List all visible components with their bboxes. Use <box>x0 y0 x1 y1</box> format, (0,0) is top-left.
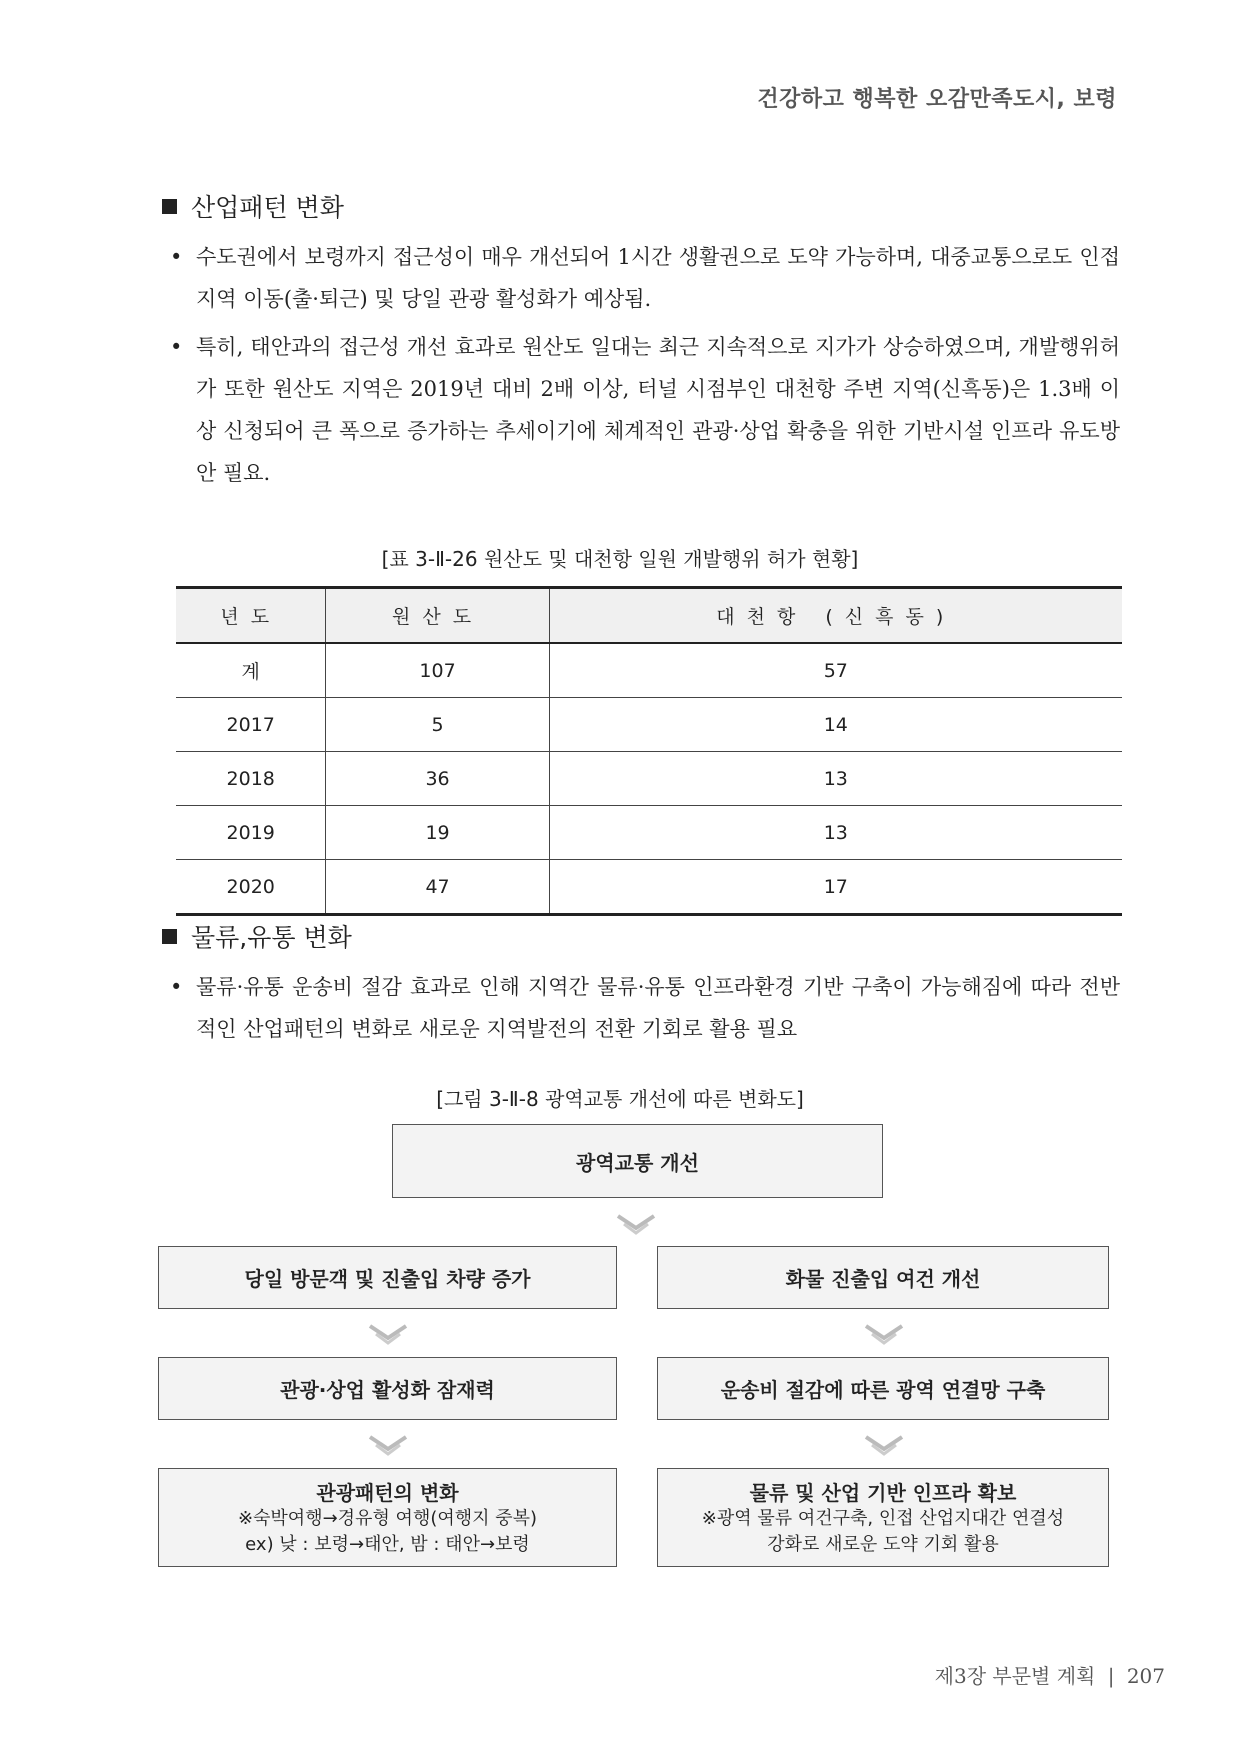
table-cell: 13 <box>549 752 1122 806</box>
chevron-down-icon <box>614 1212 658 1238</box>
flow-box-tourism-potential <box>158 1357 617 1420</box>
table-cell: 2019 <box>176 806 326 860</box>
table-cell: 19 <box>326 806 549 860</box>
section-title: 산업패턴 변화 <box>191 193 344 222</box>
figure-caption: [그림 3-Ⅱ-8 광역교통 개선에 따른 변화도] <box>436 1087 804 1111</box>
table-header-row <box>176 588 1122 644</box>
flow-box-detail: ※광역 물류 여건구축, 인접 산업지대간 연결성 <box>701 1508 1065 1529</box>
flow-box-detail: ※숙박여행→경유형 여행(여행지 중복) <box>237 1508 538 1529</box>
section-heading-industry <box>162 188 344 224</box>
table-caption: [표 3-Ⅱ-26 원산도 및 대천항 일원 개발행위 허가 현황] <box>381 547 859 571</box>
bullet-dot-icon: • <box>170 245 183 269</box>
table-cell: 5 <box>326 698 549 752</box>
flow-box-label: 광역교통 개선 <box>576 1150 699 1175</box>
table-cell: 13 <box>549 806 1122 860</box>
table-cell: 57 <box>549 643 1122 698</box>
table-cell: 2020 <box>176 860 326 915</box>
section-title: 물류,유통 변화 <box>191 923 352 952</box>
page-footer <box>935 1660 1165 1689</box>
chevron-down-icon <box>862 1322 906 1348</box>
table-cell: 2017 <box>176 698 326 752</box>
bullet-dot-icon: • <box>170 975 183 999</box>
table-row <box>176 698 1122 752</box>
bullet-item <box>170 966 1120 1050</box>
flow-box-label: 관광·상업 활성화 잠재력 <box>280 1378 495 1402</box>
header-wonsando: 원산도 <box>326 588 549 644</box>
flow-box-label: 물류 및 산업 기반 인프라 확보 <box>749 1481 1017 1505</box>
footer-separator: | <box>1107 1664 1115 1688</box>
table-cell: 36 <box>326 752 549 806</box>
flow-box-detail: ex) 낮 : 보령→태안, 밤 : 태안→보령 <box>245 1534 530 1555</box>
table-cell: 107 <box>326 643 549 698</box>
bullet-text: 물류·유통 운송비 절감 효과로 인해 지역간 물류·유통 인프라환경 기반 구축이 가능해짐에 따라 전반적인 산업패턴의 변화로 새로운 지역발전의 전환 기회로 활용 필요 <box>196 975 1120 1041</box>
flow-box-infrastructure <box>657 1468 1109 1567</box>
table-row <box>176 752 1122 806</box>
section-heading-logistics <box>162 918 352 954</box>
bullet-text: 특히, 태안과의 접근성 개선 효과로 원산도 일대는 최근 지속적으로 지가가 상승하였으며, 개발행위허가 또한 원산도 지역은 2019년 대비 2배 이상, 터널 시점부인 대천항 주변 지역(신흑동)은 1.3배 이상 신청되어 큰 폭으로 증가하는 추세이기에 체계적인 관광·상업 확충을 위한 기반시설 인프라 유도방안 필요. <box>196 335 1121 485</box>
flow-box-tourism-pattern <box>158 1468 617 1567</box>
bullet-text: 수도권에서 보령까지 접근성이 매우 개선되어 1시간 생활권으로 도약 가능하며, 대중교통으로도 인접지역 이동(출·퇴근) 및 당일 관광 활성화가 예상됨. <box>196 245 1120 311</box>
table-row <box>176 806 1122 860</box>
flow-box-label: 당일 방문객 및 진출입 차량 증가 <box>244 1267 531 1291</box>
chevron-down-icon <box>366 1433 410 1459</box>
flow-box-label: 관광패턴의 변화 <box>316 1481 459 1505</box>
bullet-dot-icon: • <box>170 335 183 359</box>
header-daecheonhang: 대천항 (신흑동) <box>549 588 1122 644</box>
square-bullet-icon <box>162 929 177 944</box>
flow-box-network-build <box>657 1357 1109 1420</box>
permit-table <box>176 586 1122 916</box>
chevron-down-icon <box>862 1433 906 1459</box>
table-cell: 계 <box>176 643 326 698</box>
square-bullet-icon <box>162 199 177 214</box>
bullet-item <box>170 236 1120 320</box>
flow-box-visitors-increase <box>158 1246 617 1309</box>
page-number: 207 <box>1126 1664 1165 1688</box>
header-year: 년도 <box>176 588 326 644</box>
flow-box-label: 운송비 절감에 따른 광역 연결망 구축 <box>720 1378 1046 1402</box>
flow-box-freight-improvement <box>657 1246 1109 1309</box>
table-cell: 47 <box>326 860 549 915</box>
flow-box-detail: 강화로 새로운 도약 기회 활용 <box>767 1534 999 1555</box>
footer-chapter: 제3장 부문별 계획 <box>934 1664 1096 1688</box>
table-cell: 17 <box>549 860 1122 915</box>
table-cell: 2018 <box>176 752 326 806</box>
flow-box-label: 화물 진출입 여건 개선 <box>785 1267 981 1291</box>
bullet-item <box>170 326 1120 494</box>
page-header-title: 건강하고 행복한 오감만족도시, 보령 <box>757 87 1117 112</box>
chevron-down-icon <box>366 1322 410 1348</box>
flow-box-transport-improvement <box>392 1124 883 1198</box>
table-cell: 14 <box>549 698 1122 752</box>
table-row <box>176 643 1122 698</box>
table-row <box>176 860 1122 915</box>
